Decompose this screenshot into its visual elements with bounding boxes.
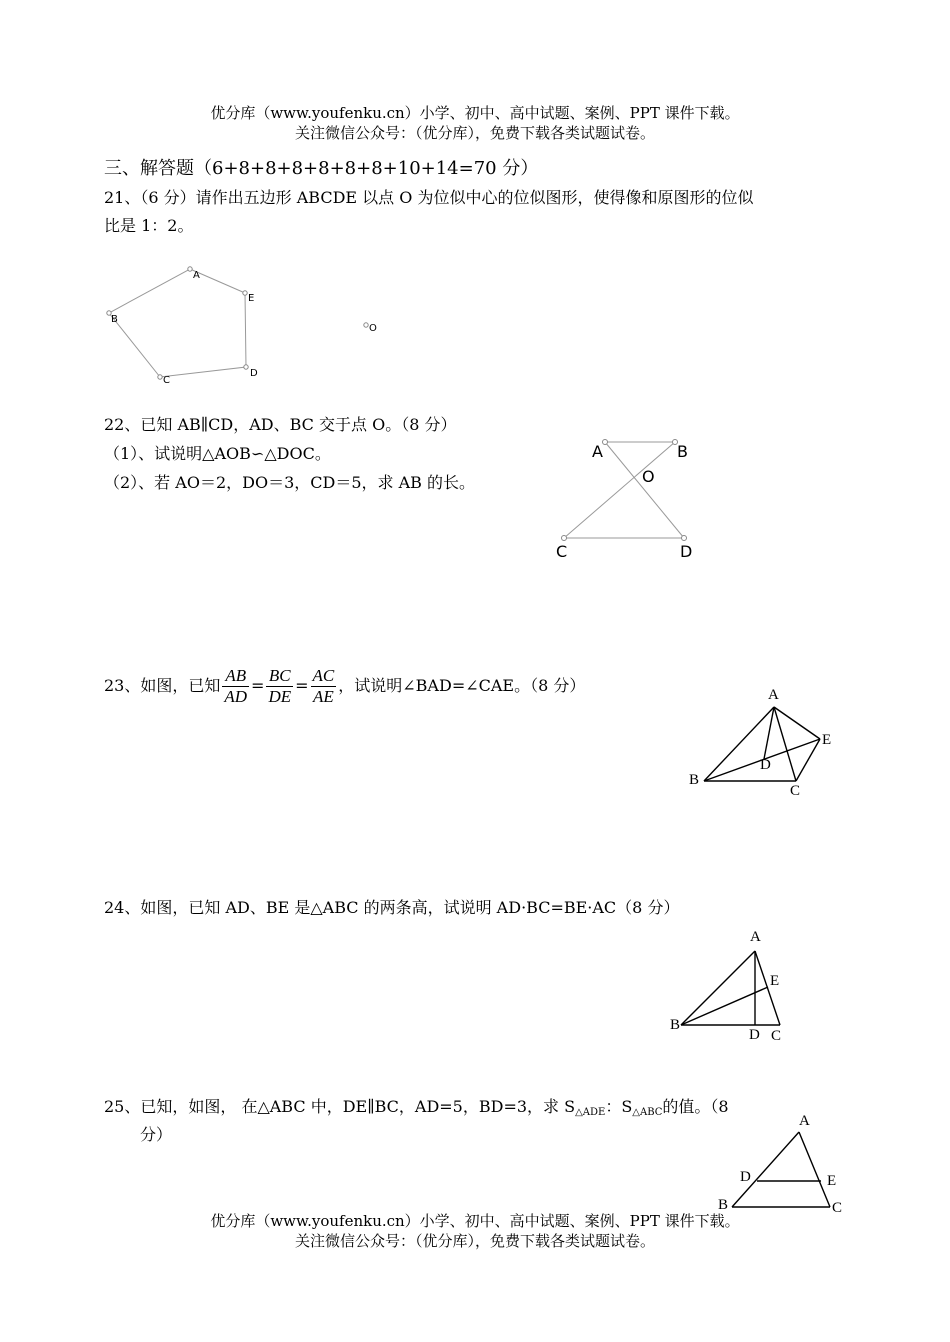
fraction-ac-ae [311, 666, 337, 707]
point-a [188, 267, 192, 271]
segment-ac [799, 1132, 830, 1207]
point-o [364, 323, 368, 327]
label-c: C [790, 783, 801, 799]
label-b: B [718, 1197, 729, 1213]
q25-line-1 [104, 1094, 729, 1118]
footer-line-2: 关注微信公众号：（优分库），免费下载各类试题试卷。 [294, 1232, 655, 1250]
label-b: B [689, 772, 700, 788]
label-d: D [680, 542, 693, 561]
label-e: E [827, 1173, 837, 1189]
q24-statement: 24、如图，已知 AD、BE 是△ABC 的两条高，试说明 AD·BC=BE·AC（8 分） [104, 898, 680, 917]
label-a: A [592, 442, 603, 461]
q22-bowtie-figure [550, 430, 710, 570]
q22-line-2: （1）、试说明△AOB∽△DOC。 [104, 444, 331, 463]
subscript-ade: △ADE [575, 1107, 606, 1118]
point-d [682, 536, 687, 541]
point-a [603, 440, 608, 445]
header-line-2: 关注微信公众号：（优分库），免费下载各类试题试卷。 [294, 124, 655, 142]
segment-ac [774, 707, 796, 781]
segment-ab [681, 951, 755, 1025]
q21-line-2: 比是 1：2。 [104, 216, 194, 235]
q22-line-3: （2）、若 AO＝2，DO＝3，CD＝5，求 AB 的长。 [104, 473, 475, 492]
fraction-bc-de [266, 666, 293, 707]
label-a: A [193, 270, 200, 281]
q23-suffix: ，试说明∠BAD=∠CAE。（8 分） [338, 676, 586, 695]
segment-ae [774, 707, 820, 739]
label-c: C [556, 542, 568, 561]
fraction-denominator: AE [313, 687, 334, 706]
label-e: E [248, 293, 255, 304]
label-e: E [770, 973, 780, 989]
q23-triangle-figure [680, 682, 850, 802]
label-c: C [832, 1200, 843, 1216]
q21-line-1: 21、（6 分）请作出五边形 ABCDE 以点 O 为位似中心的位似图形，使得像和原图形的位似 [104, 188, 754, 207]
label-o: O [369, 323, 377, 334]
fraction-numerator: AB [222, 666, 249, 687]
label-b: B [111, 314, 118, 325]
label-c: C [163, 375, 170, 386]
fraction-numerator: AC [312, 666, 335, 685]
label-o: O [642, 467, 655, 486]
segment-ad [764, 707, 774, 759]
q25-mid: ：S [605, 1097, 633, 1116]
fraction-numerator: BC [266, 666, 293, 687]
segment-bc [564, 442, 675, 538]
label-d: D [250, 368, 258, 379]
header-line-1: 优分库（www.youfenku.cn）小学、初中、高中试题、案例、PPT 课件下载。 [210, 104, 740, 122]
footer-line-1: 优分库（www.youfenku.cn）小学、初中、高中试题、案例、PPT 课件下载。 [210, 1212, 740, 1230]
point-e [243, 291, 247, 295]
fraction-denominator: DE [268, 687, 292, 706]
q25-line-2: 分） [140, 1125, 173, 1144]
point-c [158, 375, 162, 379]
label-b: B [670, 1017, 681, 1033]
label-a: A [768, 687, 779, 703]
subscript-abc: △ABC [632, 1107, 663, 1118]
pentagon-abcde [109, 269, 246, 377]
q22-line-1: 22、已知 AB∥CD，AD、BC 交于点 O。（8 分） [104, 415, 457, 434]
point-c [562, 536, 567, 541]
label-e: E [822, 732, 832, 748]
label-d: D [740, 1169, 751, 1185]
label-d: D [749, 1027, 760, 1043]
point-d [244, 365, 248, 369]
q21-pentagon-figure [95, 255, 395, 395]
q25-triangle-figure [710, 1108, 850, 1218]
q25-suffix: 的值。（8 [662, 1097, 729, 1116]
q25-prefix: 25、已知，如图， 在△ABC 中，DE∥BC，AD=5，BD=3，求 S [104, 1097, 576, 1116]
q24-triangle-figure [660, 925, 800, 1050]
equals-sign: = [251, 676, 265, 695]
fraction-denominator: AD [224, 687, 248, 706]
label-c: C [771, 1028, 782, 1044]
segment-ad [605, 442, 684, 538]
fraction-ab-ad [222, 666, 249, 707]
label-b: B [677, 442, 688, 461]
label-a: A [750, 929, 761, 945]
q23-statement [104, 666, 585, 707]
section-title: 三、解答题（6+8+8+8+8+8+8+10+14=70 分） [104, 158, 539, 179]
q23-prefix: 23、如图，已知 [104, 676, 221, 695]
label-a: A [799, 1113, 810, 1129]
segment-ec [796, 739, 820, 781]
label-d: D [760, 757, 771, 773]
equals-sign: = [295, 676, 309, 695]
